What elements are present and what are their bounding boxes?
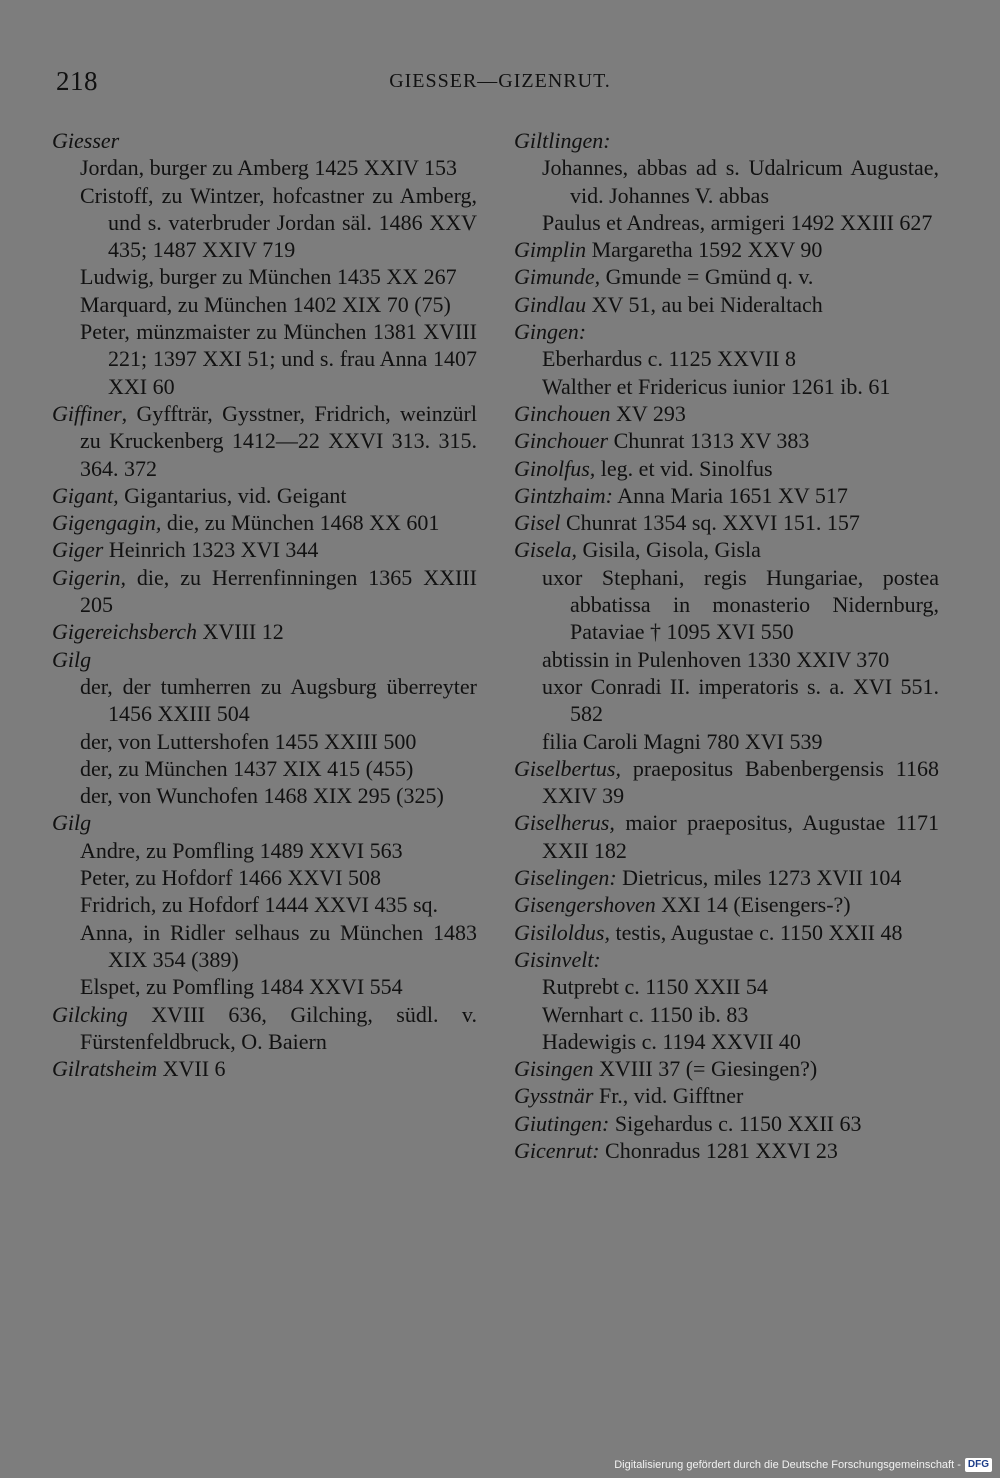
entry-text: Gigantarius, vid. Geigant [118,482,347,508]
entry-headword: Gisiloldus, [514,919,610,945]
sub-entry: Ludwig, burger zu München 1435 XX 267 [80,264,457,290]
entry-headword: Gimplin [514,237,587,263]
entry-text: , Gyffträr, Gysstner, Fridrich, weinzürl zu Kruckenberg 1412—22 XXVI 313. 315. 364. 372 [80,400,477,481]
index-entry [514,536,939,563]
index-entry [52,482,477,509]
index-entry [514,291,939,318]
index-entry [52,1001,477,1056]
sub-entry: Anna, in Ridler selhaus zu München 1483 XIX 354 (389) [80,919,477,972]
entry-text: XVIII 636, Gilching, südl. v. Fürstenfeldbruck, O. Baiern [80,1001,477,1054]
entry-text: Anna Maria 1651 XV 517 [613,482,848,508]
dfg-logo: DFG [965,1458,992,1472]
index-entry [514,1137,939,1164]
footer-credit: Digitalisierung gefördert durch die Deutsche Forschungsgemeinschaft - [614,1459,961,1471]
entry-text: praepositus Babenbergensis 1168 XXIV 39 [542,755,939,809]
entry-text: maior praepositus, Augustae 1171 XXII 182 [542,810,939,863]
entry-headword: Gysstnär [514,1083,594,1109]
entry-text: Heinrich 1323 XVI 344 [103,537,319,563]
sub-entry: der, der tumherren zu Augsburg überreyter 1456 XXIII 504 [80,673,477,727]
entry-text: Margaretha 1592 XXV 90 [586,237,823,263]
index-entry [514,864,939,891]
page-number: 218 [56,66,98,96]
entry-text: XV 51, au bei Nideraltach [586,291,823,317]
entry-text: die, zu Herrenfinningen 1365 XXIII 205 [80,564,477,618]
entry-text: XVIII 37 (= Giesingen?) [593,1056,818,1082]
sub-entry: uxor Stephani, regis Hungariae, postea abbatissa in monasterio Nidernburg, Pataviae † 1095 XVI 550 [542,564,939,645]
sub-entry: Rutprebt c. 1150 XXII 54 [542,974,768,1000]
entry-heading: Gilg [52,646,92,672]
right-column [514,127,939,1164]
entry-headword: Gigengagin, [52,510,162,536]
entry-text: Chunrat 1354 sq. XXVI 151. 157 [560,510,860,536]
sub-entry: Johannes, abbas ad s. Udalricum Augustae, vid. Johannes V. abbas [542,155,939,208]
entry-text: Gmunde = Gmünd q. v. [600,264,814,290]
index-entry [52,509,477,536]
sub-entry: Fridrich, zu Hofdorf 1444 XXVI 435 sq. [80,892,439,918]
entry-text: die, zu München 1468 XX 601 [161,510,440,536]
entry-headword: Giger [52,537,104,563]
index-entry [514,427,939,454]
entry-text: testis, Augustae c. 1150 XXII 48 [609,919,903,945]
entry-heading: Giesser [52,128,120,153]
sub-entry: Peter, münzmaister zu München 1381 XVIII 221; 1397 XXI 51; und s. frau Anna 1407 XXI 60 [80,319,477,399]
entry-text: Sigehardus c. 1150 XXII 63 [609,1110,862,1136]
entry-text: Chunrat 1313 XV 383 [608,428,810,454]
index-entry [52,564,477,619]
entry-text: XV 293 [610,400,686,426]
index-entry [52,400,477,482]
entry-text: XXI 14 (Eisengers-?) [655,892,851,918]
index-entry [514,755,939,810]
index-entry [514,482,939,509]
entry-headword: Ginchouen [514,400,611,426]
entry-text: Dietricus, miles 1273 XVII 104 [616,865,902,891]
entry-headword: Giutingen: [514,1110,610,1136]
entry-text: Chonradus 1281 XXVI 23 [599,1137,838,1163]
entry-headword: Gigerin, [52,564,126,590]
entry-text: Fr., vid. Gifftner [593,1083,744,1109]
entry-headword: Gisengershoven [514,892,656,918]
entry-heading: Giltlingen: [514,128,611,153]
sub-entry: Eberhardus c. 1125 XXVII 8 [542,346,796,372]
index-entry [52,1055,477,1082]
sub-entry: der, zu München 1437 XIX 415 (455) [80,755,414,781]
entry-headword: Gimunde, [514,264,601,290]
sub-entry: der, von Wunchofen 1468 XIX 295 (325) [80,783,444,809]
entry-text: leg. et vid. Sinolfus [595,455,773,481]
entry-headword: Giffiner [52,400,122,426]
entry-headword: Giselingen: [514,865,617,891]
sub-entry: Marquard, zu München 1402 XIX 70 (75) [80,291,451,317]
sub-entry: filia Caroli Magni 780 XVI 539 [542,728,823,754]
entry-headword: Gigant, [52,482,119,508]
index-entry [514,919,939,946]
entry-text: XVIII 12 [197,619,284,645]
entry-headword: Giselherus, [514,810,615,836]
index-entry [514,263,939,290]
sub-entry: Hadewigis c. 1194 XXVII 40 [542,1028,801,1054]
entry-headword: Gilratsheim [52,1056,158,1082]
entry-headword: Gisel [514,510,561,536]
entry-headword: Gintzhaim: [514,482,613,508]
entry-heading: Gingen: [514,319,587,345]
sub-entry: uxor Conradi II. imperatoris s. a. XVI 551. 582 [542,673,939,727]
index-entry [52,536,477,563]
index-entry [514,1110,939,1137]
entry-headword: Gilcking [52,1001,128,1027]
entry-headword: Gisingen [514,1056,594,1082]
footer [614,1458,992,1472]
sub-entry: Andre, zu Pomfling 1489 XXVI 563 [80,837,403,863]
index-entry [514,509,939,536]
running-head: GIESSER—GIZENRUT. [389,70,611,92]
sub-entry: Cristoff, zu Wintzer, hofcastner zu Amberg, und s. vaterbruder Jordan säl. 1486 XXV 435; 1487 XXIV 719 [80,182,477,263]
sub-entry: Peter, zu Hofdorf 1466 XXVI 508 [80,865,381,891]
sub-entry: Walther et Fridericus iunior 1261 ib. 61 [542,373,891,399]
entry-headword: Gindlau [514,291,587,317]
index-entry [514,236,939,263]
entry-headword: Giselbertus, [514,755,621,781]
sub-entry: Paulus et Andreas, armigeri 1492 XXIII 627 [542,209,933,235]
index-entry [514,1055,939,1082]
entry-text: Gisila, Gisola, Gisla [576,537,761,563]
index-entry [514,891,939,918]
index-entry [52,618,477,645]
entry-heading: Gilg [52,810,92,836]
entry-headword: Ginolfus, [514,455,596,481]
sub-entry: der, von Luttershofen 1455 XXIII 500 [80,728,417,754]
entry-headword: Gigereichsberch [52,619,197,645]
entry-headword: Ginchouer [514,428,609,454]
sub-entry: abtissin in Pulenhoven 1330 XXIV 370 [542,646,890,672]
index-entry [514,1082,939,1109]
sub-entry: Wernhart c. 1150 ib. 83 [542,1001,749,1027]
entry-heading: Gisinvelt: [514,946,601,972]
entry-text: XVII 6 [157,1056,226,1082]
index-entry [514,400,939,427]
entry-headword: Gisela, [514,537,577,563]
index-entry [514,809,939,864]
index-entry [514,455,939,482]
sub-entry: Jordan, burger zu Amberg 1425 XXIV 153 [80,155,458,181]
left-column [52,127,477,1082]
sub-entry: Elspet, zu Pomfling 1484 XXVI 554 [80,974,403,1000]
entry-headword: Gicenrut: [514,1137,600,1163]
